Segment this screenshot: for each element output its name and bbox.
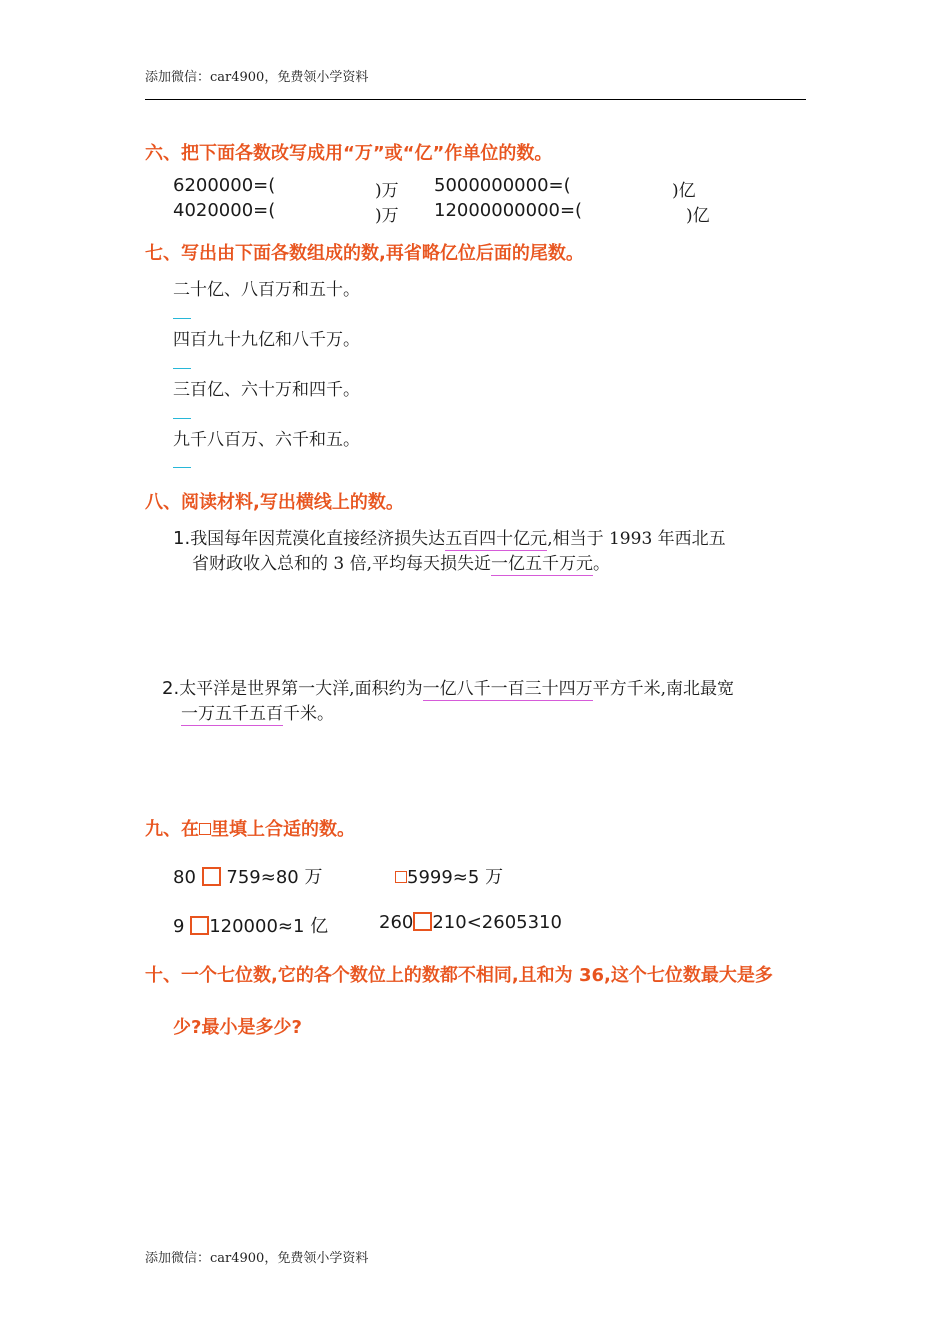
exercise-6-1-unit: )万 — [375, 181, 399, 201]
page-header: 添加微信：car4900，免费领小学资料 — [145, 70, 369, 85]
section-8-title: 八、阅读材料,写出横线上的数。 — [145, 492, 404, 513]
square-box-icon — [199, 823, 211, 835]
exercise-9-3: 9 120000≈1 亿 — [173, 916, 329, 937]
answer-blank — [173, 467, 191, 468]
exercise-9-4: 260 210<2605310 — [379, 912, 562, 933]
digit-box[interactable] — [413, 912, 432, 931]
page-footer: 添加微信：car4900，免费领小学资料 — [145, 1251, 369, 1266]
passage-2-line-1 — [162, 674, 734, 699]
passage-2-underlined-value: 一万五千五百 — [181, 704, 283, 724]
passage-1-line-2 — [192, 549, 610, 574]
exercise-9-2: 5999≈5 万 — [395, 863, 503, 889]
passage-2-line-2 — [181, 699, 334, 724]
exercise-6-2-number: 5000000000=( — [434, 175, 571, 196]
passage-2-text: 千米。 — [283, 704, 334, 724]
answer-blank — [173, 368, 191, 369]
passage-1-text: ,相当于 1993 年西北五 — [547, 529, 726, 549]
passage-2-text: 平方千米,南北最宽 — [592, 679, 734, 699]
answer-blank — [173, 318, 191, 319]
exercise-6-4-number: 12000000000=( — [434, 200, 583, 221]
passage-1-underlined-value: 一亿五千万元 — [491, 554, 594, 574]
passage-2-number: 2. — [162, 678, 180, 699]
section-6-title: 六、把下面各数改写成用“万”或“亿”作单位的数。 — [145, 143, 553, 164]
exercise-7-item: 九千八百万、六千和五。 — [173, 430, 360, 450]
section-9-title: 九、在 里填上合适的数。 — [145, 819, 355, 840]
passage-2-underlined-value: 一亿八千一百三十四万 — [422, 679, 593, 699]
exercise-6-3-number: 4020000=( — [173, 200, 276, 221]
digit-box[interactable] — [395, 871, 407, 883]
passage-2-text: 太平洋是世界第一大洋,面积约为 — [179, 679, 423, 699]
passage-1-text: 我国每年因荒漠化直接经济损失达 — [190, 529, 446, 549]
exercise-7-item: 三百亿、六十万和四千。 — [173, 380, 360, 400]
exercise-7-item: 四百九十九亿和八千万。 — [173, 330, 360, 350]
digit-box[interactable] — [202, 867, 221, 886]
section-7-title: 七、写出由下面各数组成的数,再省略亿位后面的尾数。 — [145, 243, 584, 264]
passage-1-underlined-value: 五百四十亿元 — [445, 529, 548, 549]
exercise-6-4-unit: )亿 — [686, 206, 710, 226]
exercise-7-item: 二十亿、八百万和五十。 — [173, 280, 360, 300]
passage-1-text: 省财政收入总和的 3 倍,平均每天损失近 — [192, 554, 492, 574]
exercise-6-2-unit: )亿 — [672, 181, 696, 201]
answer-blank — [173, 418, 191, 419]
exercise-9-1: 80 759≈80 万 — [173, 867, 323, 888]
header-divider — [145, 99, 806, 100]
section-10-title-line-2: 少?最小是多少? — [173, 1017, 302, 1038]
passage-1-line-1 — [173, 524, 726, 549]
exercise-6-3-unit: )万 — [375, 206, 399, 226]
passage-1-number: 1. — [173, 528, 191, 549]
passage-1-text: 。 — [593, 554, 611, 574]
digit-box[interactable] — [190, 916, 209, 935]
exercise-6-1-number: 6200000=( — [173, 175, 276, 196]
section-10-title-line-1: 十、一个七位数,它的各个数位上的数都不相同,且和为 36,这个七位数最大是多 — [145, 965, 773, 986]
